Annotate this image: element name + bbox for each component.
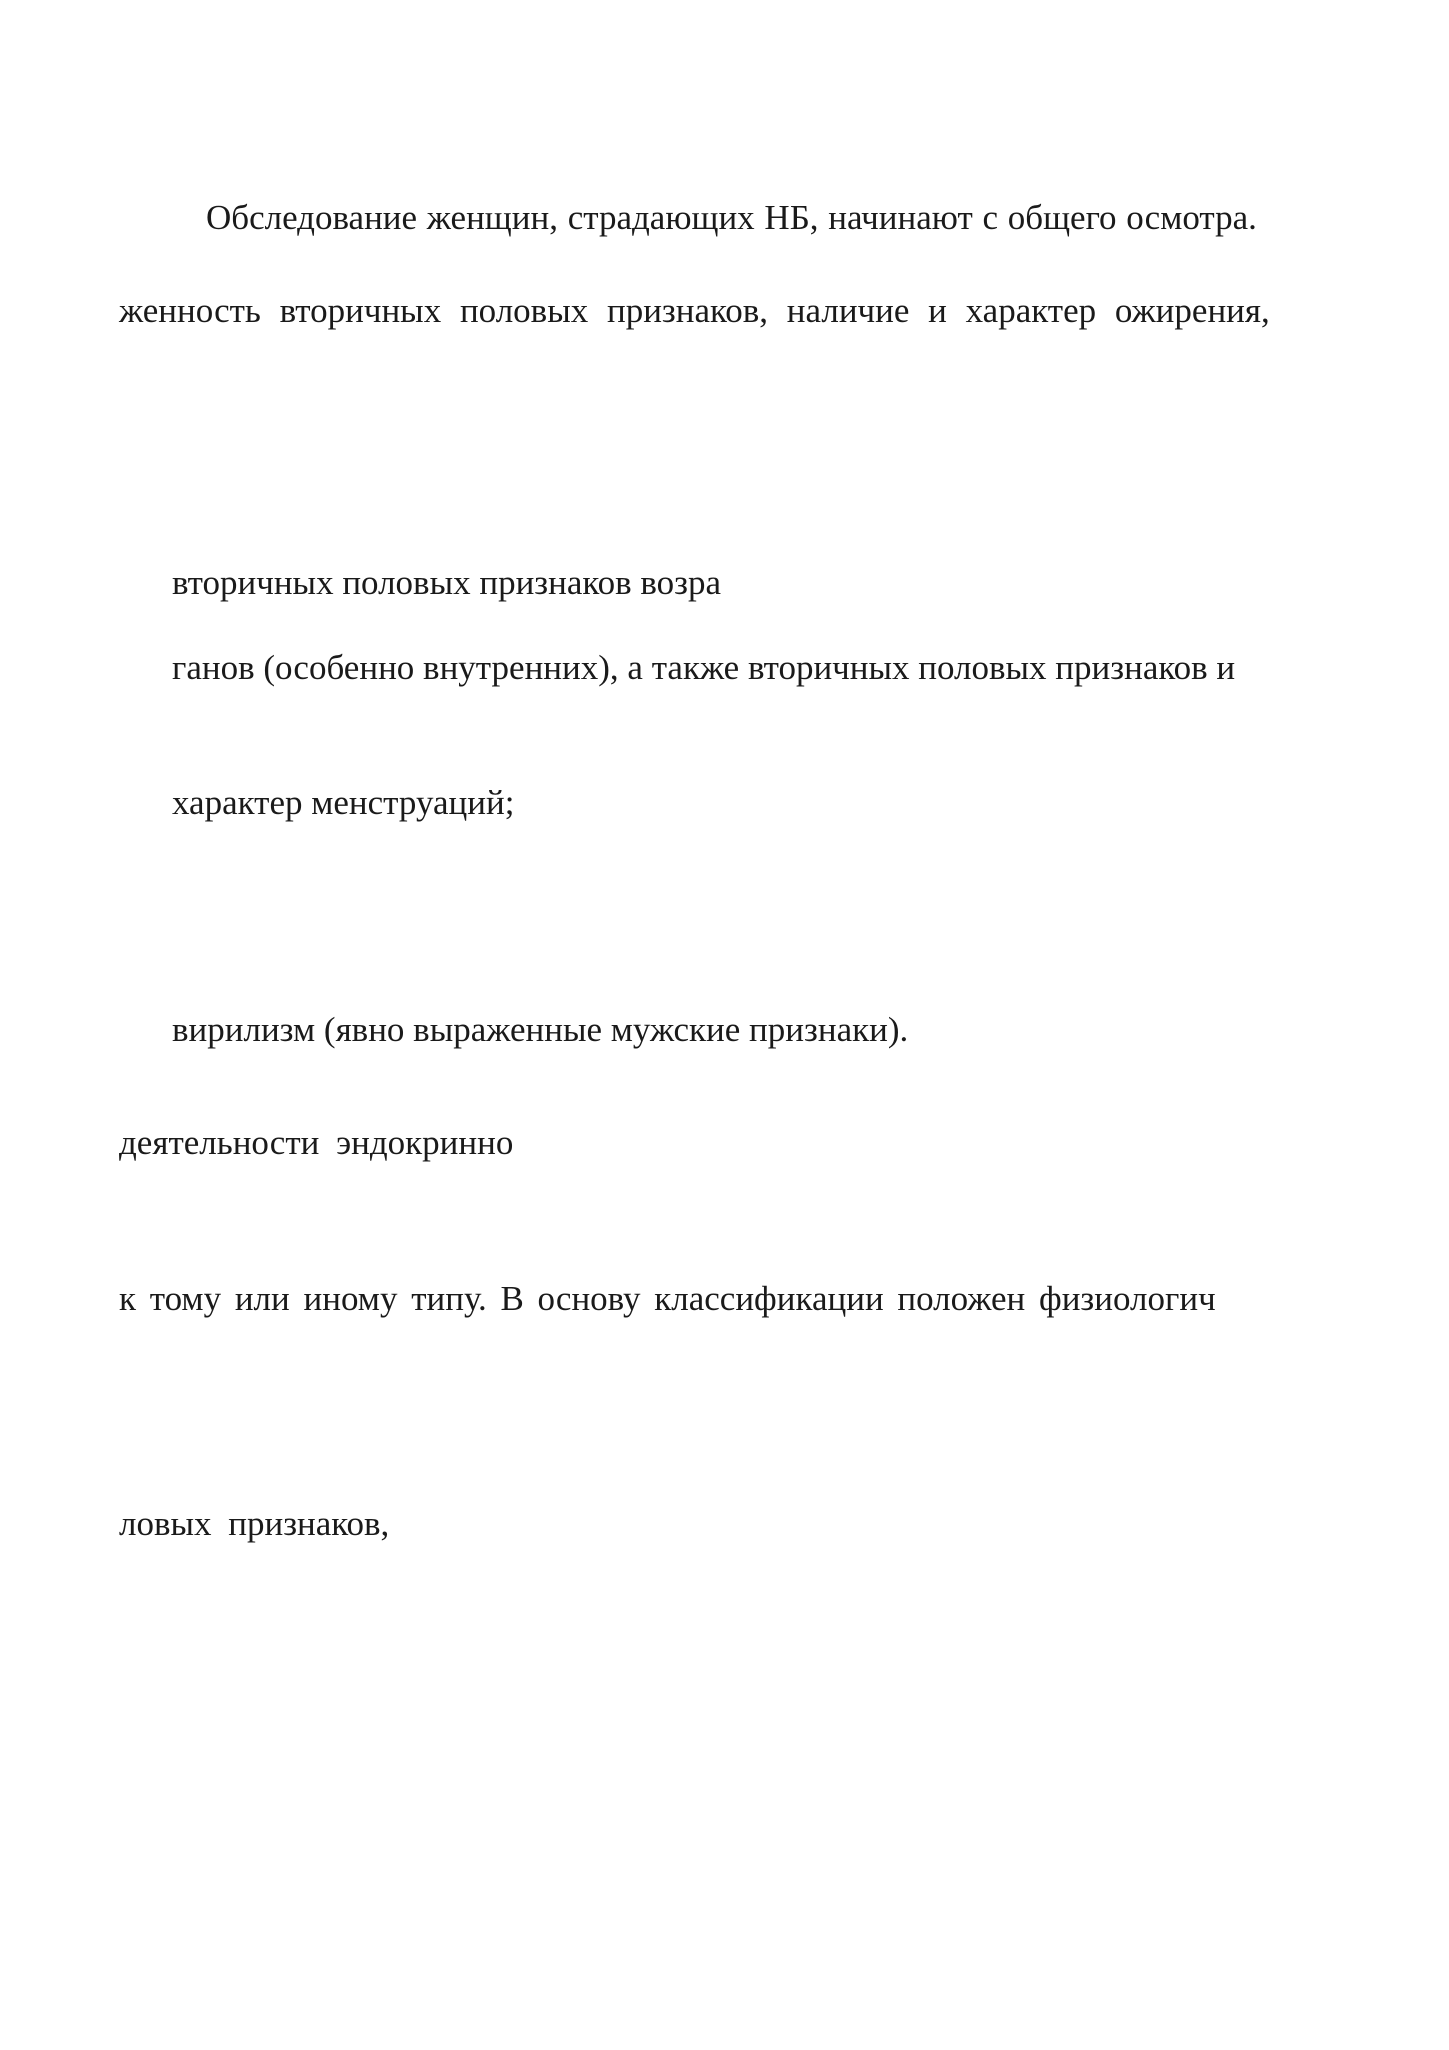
text-line: характер менструаций;	[172, 783, 515, 822]
text-line: к тому или иному типу. В основу классификации положен физиологич	[119, 1279, 1216, 1318]
text-line: Обследование женщин, страдающих НБ, начинают с общего осмотра.	[206, 198, 1257, 237]
text-line: деятельности эндокринно	[119, 1123, 514, 1162]
text-line: ганов (особенно внутренних), а также вторичных половых признаков и	[172, 648, 1236, 687]
text-line: вирилизм (явно выраженные мужские признаки).	[172, 1010, 909, 1049]
text-line: вторичных половых признаков возра	[172, 563, 722, 602]
text-line: ловых признаков,	[119, 1504, 390, 1543]
text-line: женность вторичных половых признаков, наличие и характер ожирения,	[119, 291, 1270, 330]
